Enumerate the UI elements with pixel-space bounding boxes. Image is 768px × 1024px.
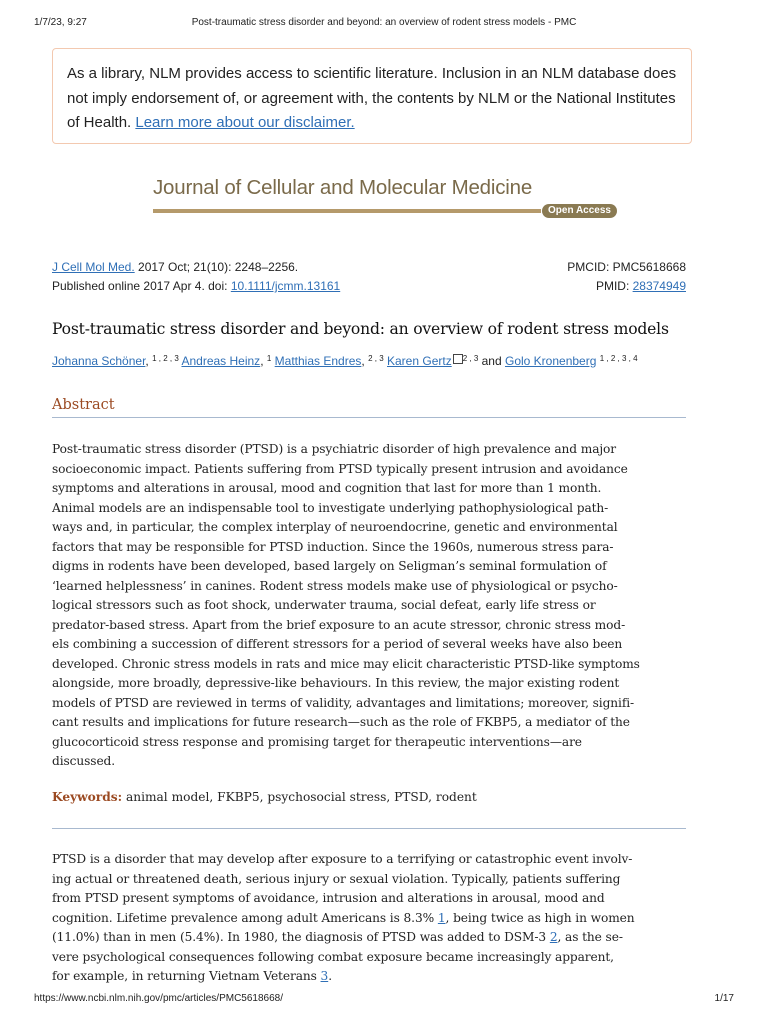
author-sep: , [260,354,264,368]
abstract-heading: Abstract [52,397,686,418]
author-sep: , [145,354,149,368]
reference-link[interactable]: 3 [320,969,329,983]
print-footer [34,993,734,1007]
author-sep: , [361,354,365,368]
abstract-line: discussed. [52,754,116,768]
journal-link[interactable]: J Cell Mol Med. [52,260,135,274]
abstract-line: els combining a succession of different stressors for a period of several weeks have also been [52,637,623,651]
intro-text: , being twice as high in women [445,910,635,925]
section-divider [52,828,686,829]
journal-rule [153,209,541,213]
reference-link[interactable]: 1 [437,910,446,925]
intro-line: vere psychological consequences following combat exposure became increasingly apparent, [52,949,614,964]
keywords-label: Keywords: [52,790,123,804]
author-list [52,354,732,368]
author-affiliation: 1 , 2 , 3 [152,354,179,363]
intro-text: . [328,969,332,983]
author-link[interactable]: Karen Gertz [387,354,452,368]
abstract-body [52,440,692,772]
disclaimer-line-2: not imply endorsement of, or agreement with, the contents by NLM or the National Institutes [67,89,676,107]
keywords-list: animal model, FKBP5, psychosocial stress, PTSD, rodent [122,790,477,804]
intro-text: cognition. Lifetime prevalence among adult Americans is 8.3% [52,910,438,925]
disclaimer-line-1: As a library, NLM provides access to scientific literature. Inclusion in an NLM database does [67,65,677,82]
print-date: 1/7/23, 9:27 [34,17,87,28]
abstract-line: developed. Chronic stress models in rats and mice may elicit characteristic PTSD-like symptoms [52,656,640,671]
abstract-line: glucocorticoid stress response and promising target for therapeutic interventions—are [52,734,582,749]
open-access-badge: Open Access [542,204,617,218]
doi-link[interactable]: 10.1111/jcmm.13161 [230,279,341,293]
article-title: Post-traumatic stress disorder and beyond: an overview of rodent stress models [52,320,669,338]
abstract-line: ‘learned helplessness’ in canines. Rodent stress models make use of physiological or psycho- [52,578,618,593]
abstract-line: socioeconomic impact. Patients suffering from PTSD typically present intrusion and avoidance [52,461,628,476]
abstract-line: logical stressors such as foot shock, underwater trauma, social defeat, early life stress or [52,598,596,612]
author-link[interactable]: Golo Kronenberg [504,354,597,368]
disclaimer-line-3-text: of Health. [67,114,136,131]
abstract-line: cant results and implications for future research—such as the role of FKBP5, a mediator of the [52,715,630,729]
journal-name: Journal of Cellular and Molecular Medicine [153,176,533,199]
intro-body [52,850,692,987]
author-sep: and [478,354,502,368]
intro-text: (11.0%) than in men (5.4%). In 1980, the diagnosis of PTSD was added to DSM-3 [52,930,550,944]
abstract-line: factors that may be responsible for PTSD induction. Since the 1960s, numerous stress para- [52,539,614,554]
abstract-line: digms in rodents have been developed, based largely on Seligman’s seminal formulation of [52,559,607,573]
print-title: Post-traumatic stress disorder and beyond: an overview of rodent stress models - PMC [191,17,577,28]
email-icon[interactable] [453,354,463,364]
author-link[interactable]: Matthias Endres [274,354,362,368]
author-link[interactable]: Andreas Heinz [181,354,261,368]
intro-line: from PTSD present symptoms of avoidance, intrusion and alterations in arousal, mood and [52,891,605,905]
citation-row [52,260,686,274]
published-label: Published online 2017 Apr 4. doi: [52,279,231,293]
abstract-line: alongside, more broadly, depressive-like behaviours. In this review, the major existing rodent [52,676,620,690]
keywords [52,790,692,804]
abstract-line: predator-based stress. Apart from the brief exposure to an acute stressor, chronic stress mod- [52,617,626,632]
journal-banner [153,176,623,222]
intro-line [52,928,692,948]
pmid-block [596,279,686,293]
published-row [52,279,686,293]
disclaimer-box [52,48,692,144]
abstract-line: models of PTSD are reviewed in terms of validity, advantages and limitations; moreover, signifi- [52,695,635,710]
intro-line [52,909,692,929]
pmid-link[interactable]: 28374949 [632,279,686,293]
author-link[interactable]: Johanna Schöner [52,354,146,368]
pmcid: PMCID: PMC5618668 [567,260,686,274]
abstract-line: Animal models are an indispensable tool to investigate underlying pathophysiological path- [52,500,609,515]
author-affiliation: 1 , 2 , 3 , 4 [599,354,638,363]
pmid-label: PMID: [595,279,633,293]
disclaimer-line-3 [67,111,677,136]
print-url: https://www.ncbi.nlm.nih.gov/pmc/articles/PMC5618668/ [34,993,283,1004]
abstract-line: Post-traumatic stress disorder (PTSD) is a psychiatric disorder of high prevalence and major [52,442,617,456]
abstract-line: symptoms and alterations in arousal, mood and cognition that last for more than 1 month. [52,481,602,495]
intro-line: PTSD is a disorder that may develop after exposure to a terrifying or catastrophic event involv- [52,852,633,866]
intro-line [52,967,692,987]
intro-line: ing actual or threatened death, serious injury or sexual violation. Typically, patients suffering [52,871,621,886]
reference-link[interactable]: 2 [549,930,558,944]
author-affiliation: 2 , 3 [462,354,479,363]
author-affiliation: 1 [266,354,272,363]
citation-details: 2017 Oct; 21(10): 2248–2256. [134,260,299,274]
intro-text: , as the se- [557,930,623,944]
disclaimer-link[interactable]: Learn more about our disclaimer. [135,114,355,131]
print-header [34,17,734,31]
abstract-line: ways and, in particular, the complex interplay of neuroendocrine, genetic and environmental [52,520,618,534]
author-affiliation: 2 , 3 [368,354,384,363]
intro-text: for example, in returning Vietnam Veterans [52,969,321,983]
print-page-number: 1/17 [714,993,734,1004]
